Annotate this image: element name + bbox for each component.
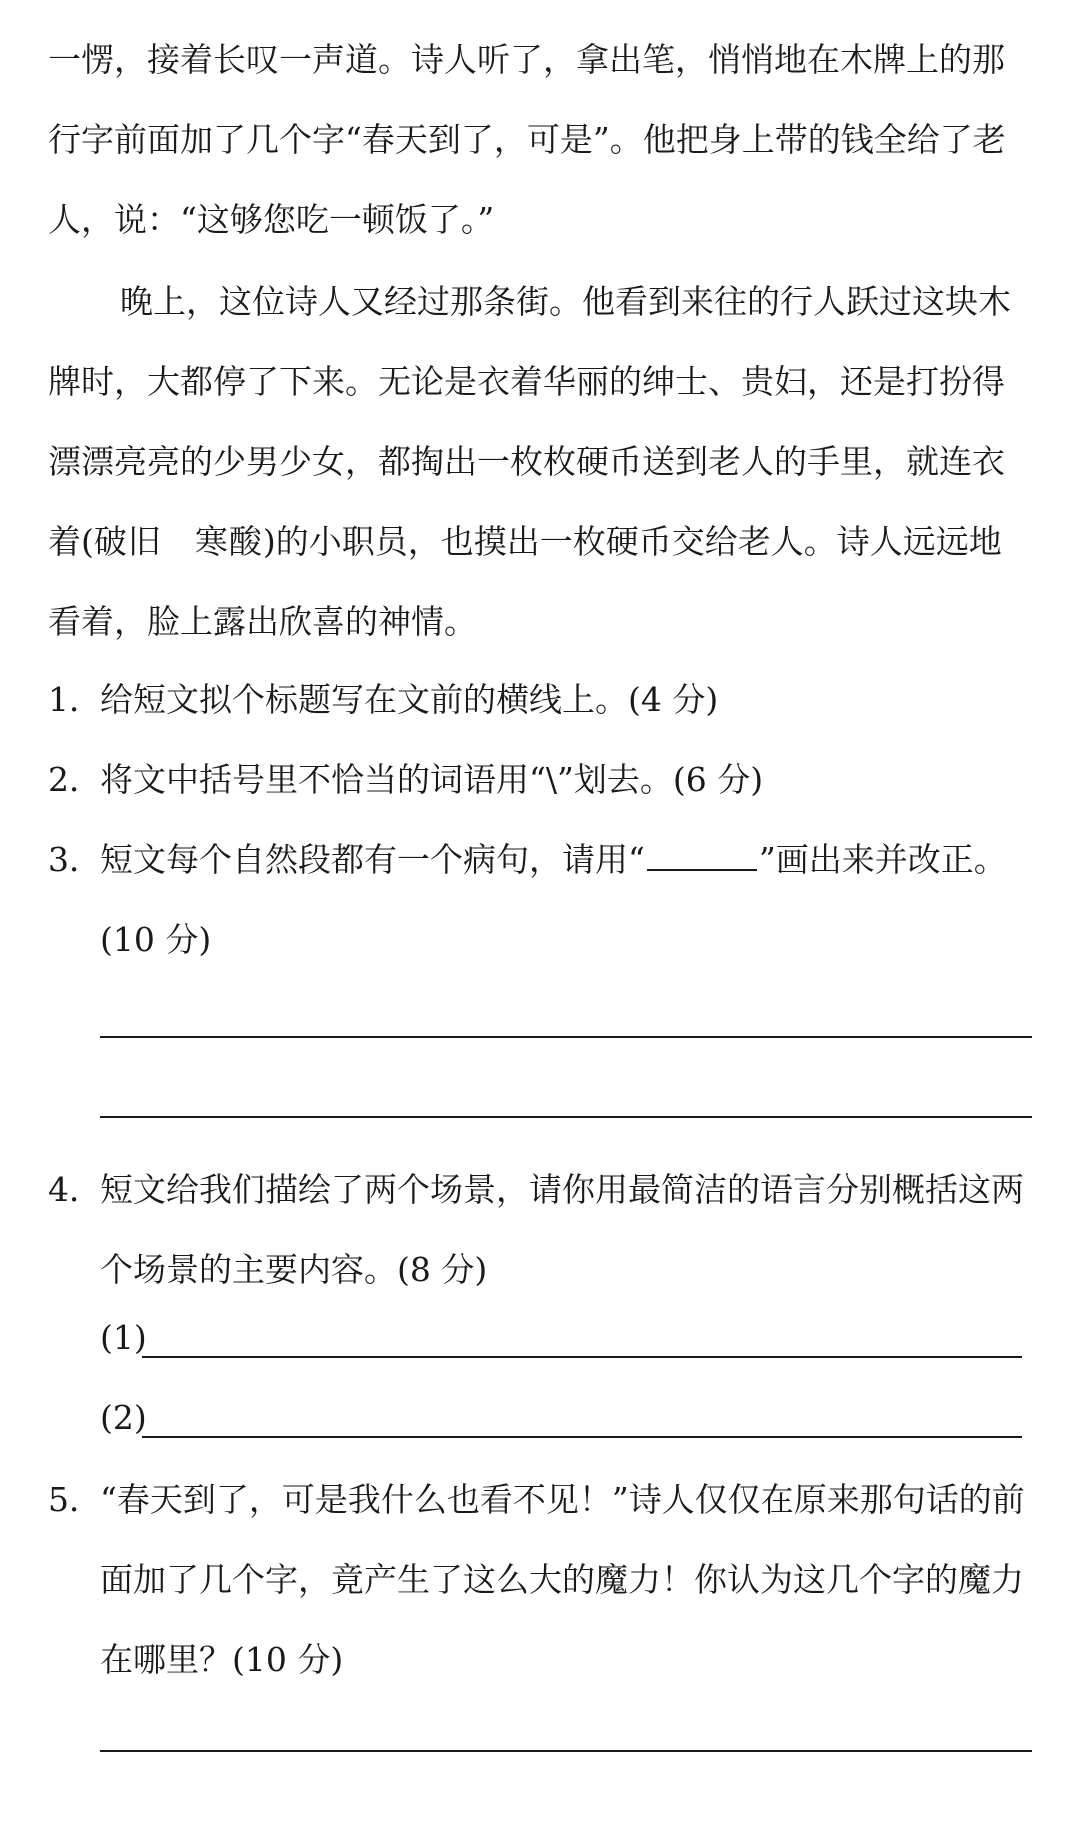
paragraph-2-after: )的小职员，也摸出一枚硬币交给老人。诗人远远地看着，脸上露出欣喜的神情。 bbox=[48, 522, 1002, 641]
underline-symbol bbox=[647, 839, 757, 871]
question-5 bbox=[48, 1460, 1032, 1700]
sub-answer-label-1: (1) bbox=[100, 1318, 147, 1357]
question-text: 给短文拟个标题写在文前的横线上。(4 分) bbox=[100, 680, 719, 719]
question-4 bbox=[48, 1150, 1032, 1310]
answer-line[interactable] bbox=[100, 1750, 1032, 1752]
passage-paragraph-1: 一愣，接着长叹一声道。诗人听了，拿出笔，悄悄地在木牌上的那行字前面加了几个字“春天到了，可是”。他把身上带的钱全给了老人，说：“这够您吃一顿饭了。” bbox=[48, 40, 1006, 239]
sub-answer-line-1[interactable] bbox=[142, 1356, 1022, 1358]
question-text bbox=[100, 820, 1032, 980]
sub-answer-label-2: (2) bbox=[100, 1398, 147, 1437]
passage-paragraph-2 bbox=[48, 262, 1032, 662]
question-2 bbox=[48, 740, 1032, 820]
question-3 bbox=[48, 820, 1032, 980]
question-text-before: 短文每个自然段都有一个病句，请用“ bbox=[100, 840, 645, 879]
question-number: 2． bbox=[48, 760, 102, 799]
answer-line[interactable] bbox=[100, 1116, 1032, 1118]
question-1 bbox=[48, 660, 1032, 740]
question-number: 5． bbox=[48, 1480, 102, 1519]
question-text-after: ”画出来并改正。(10 分) bbox=[100, 840, 1007, 959]
question-number: 1． bbox=[48, 680, 102, 719]
paragraph-2-before: 晚上，这位诗人又经过那条街。他看到来往的行人跃过这块木牌时，大都停了下来。无论是衣着华丽的绅士、贵妇，还是打扮得漂漂亮亮的少男少女，都掏出一枚枚硬币送到老人的手里，就连衣着( bbox=[48, 282, 1011, 561]
question-text: “春天到了，可是我什么也看不见！”诗人仅仅在原来那句话的前面加了几个字，竟产生了这么大的魔力！你认为这几个字的魔力在哪里？(10 分) bbox=[100, 1480, 1025, 1679]
question-number: 4． bbox=[48, 1170, 102, 1209]
question-text: 将文中括号里不恰当的词语用“\”划去。(6 分) bbox=[100, 760, 764, 799]
sub-answer-line-2[interactable] bbox=[142, 1436, 1022, 1438]
answer-line[interactable] bbox=[100, 1036, 1032, 1038]
question-text: 短文给我们描绘了两个场景，请你用最简洁的语言分别概括这两个场景的主要内容。(8 分) bbox=[100, 1170, 1024, 1289]
question-number: 3． bbox=[48, 840, 102, 879]
word-choice-2[interactable]: 寒酸 bbox=[194, 522, 263, 561]
word-choice-1[interactable]: 破旧 bbox=[93, 522, 162, 561]
